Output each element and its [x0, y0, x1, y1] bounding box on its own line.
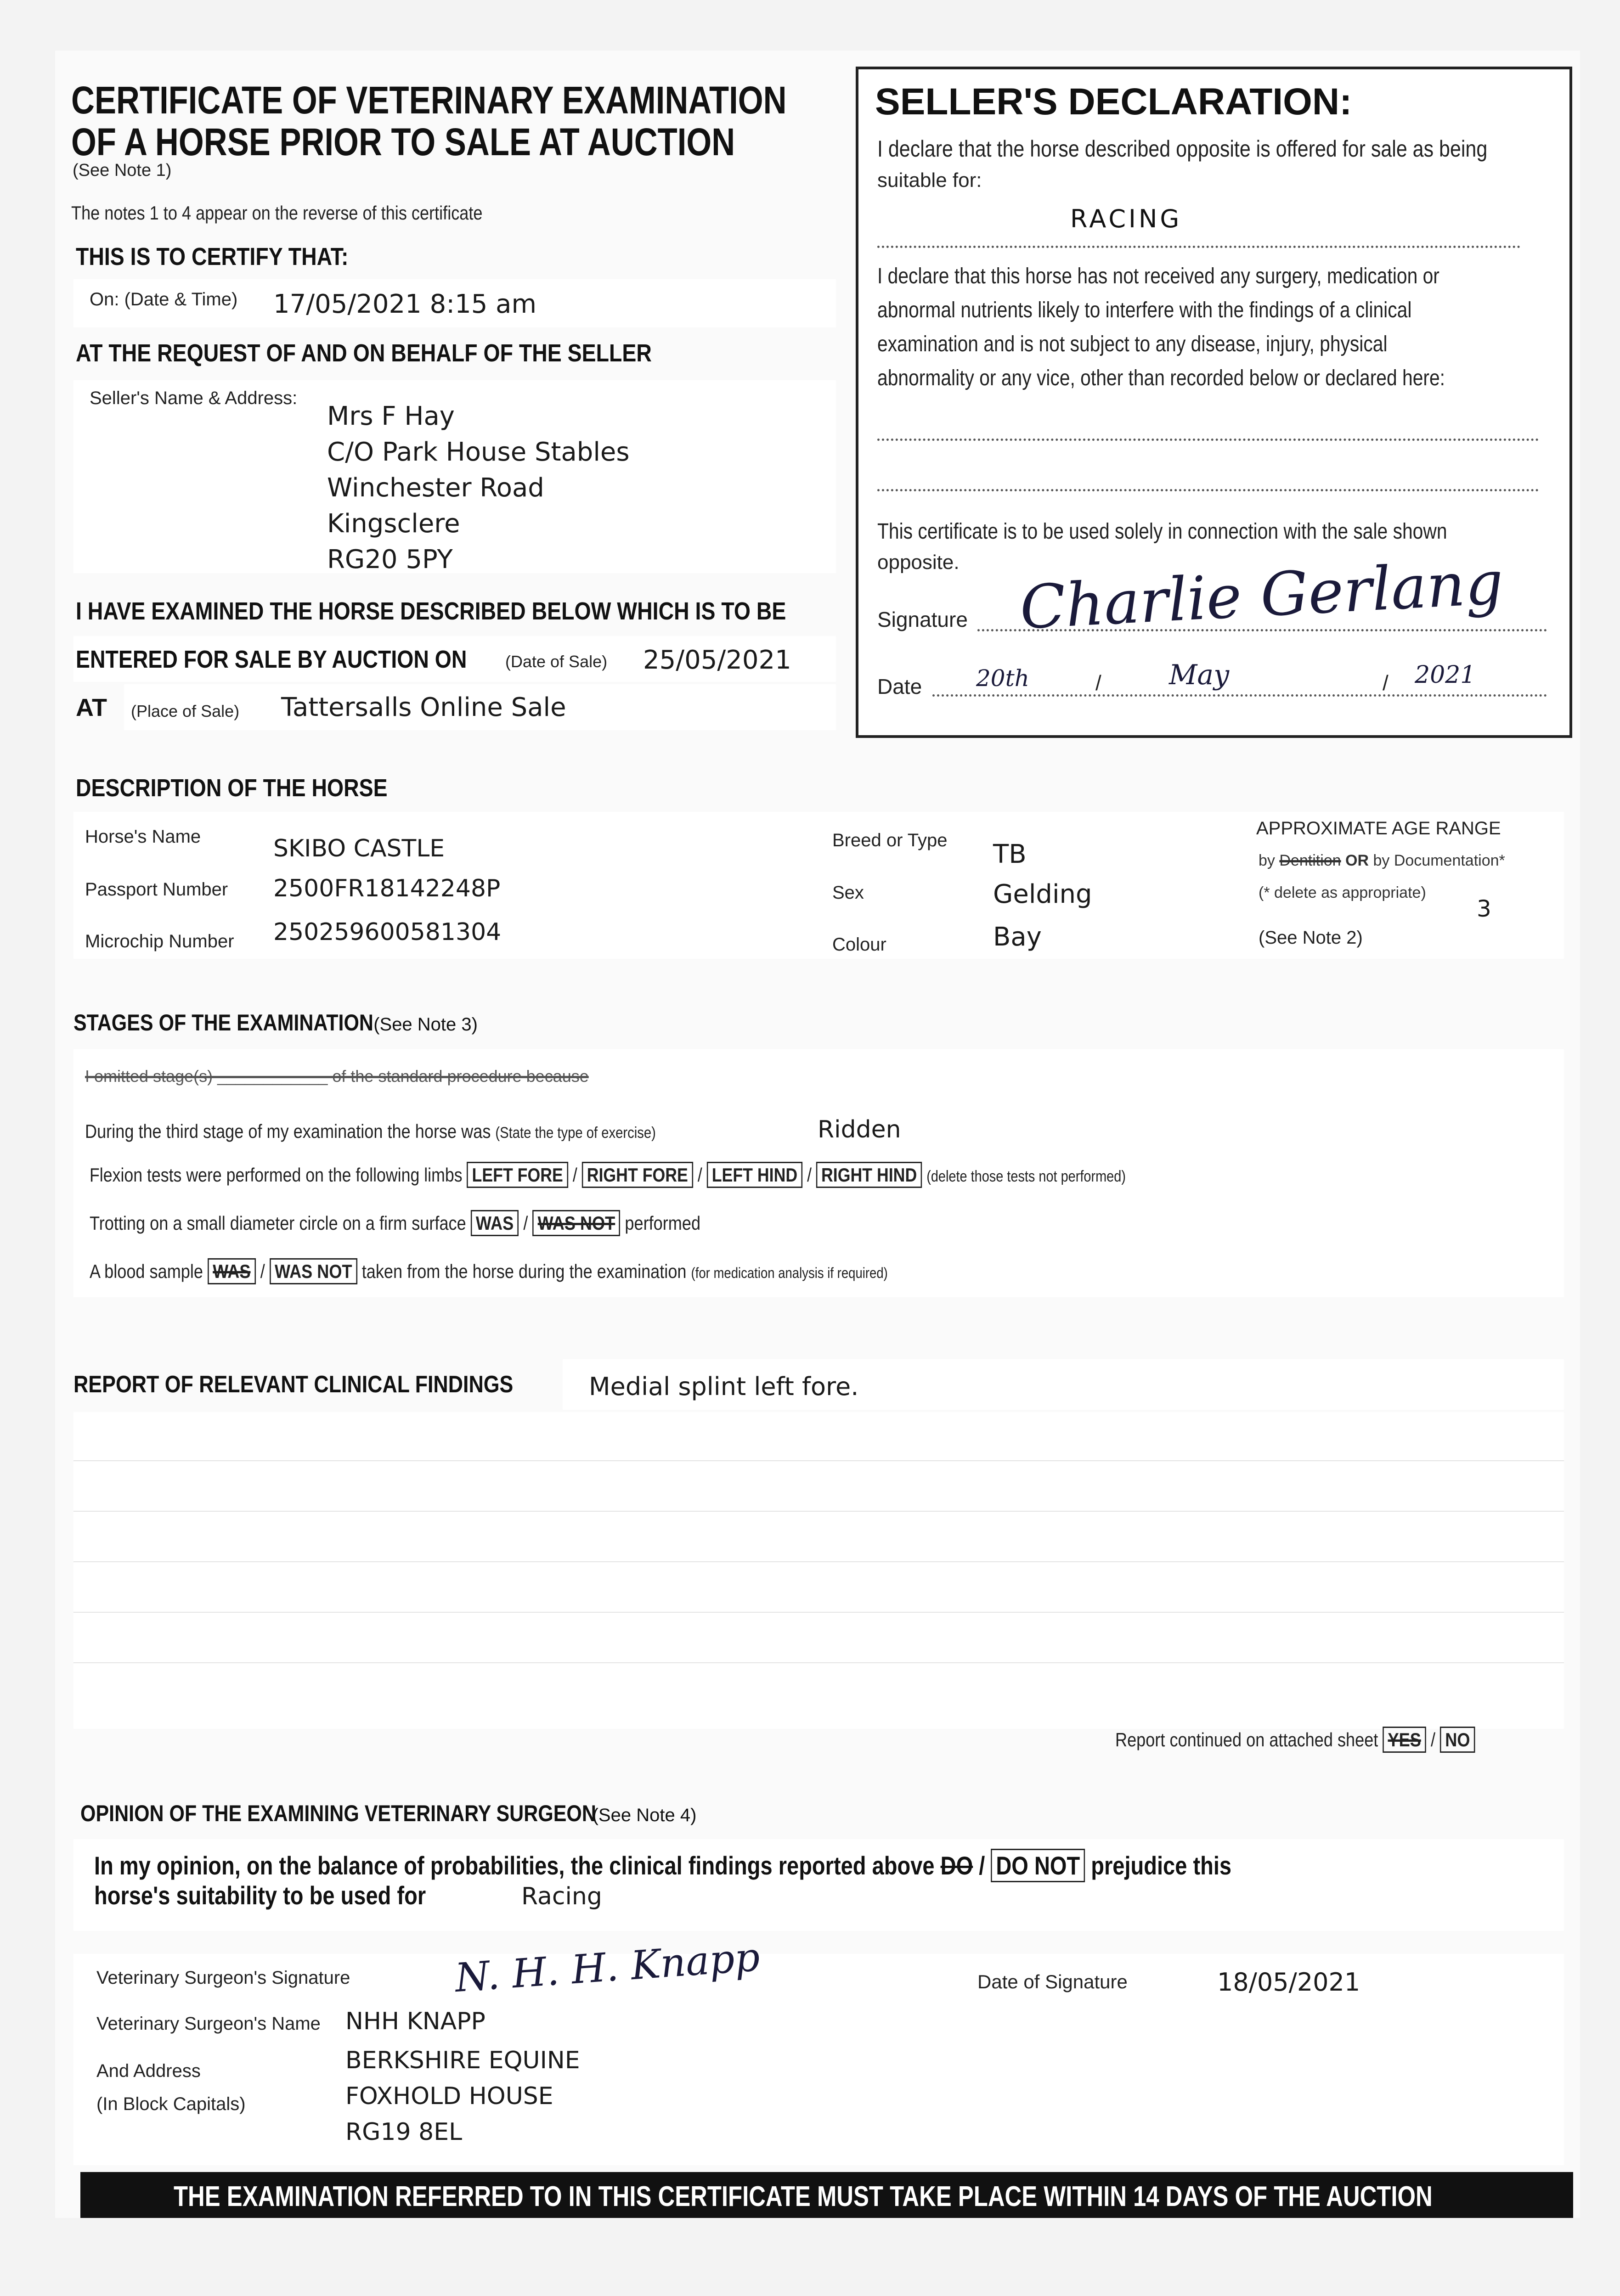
declaration-title: SELLER'S DECLARATION: [875, 81, 1352, 123]
report-rule [73, 1561, 1564, 1562]
report-rule [73, 1612, 1564, 1613]
blood-hint: (for medication analysis if required) [691, 1265, 888, 1281]
blood-was-not[interactable]: WAS NOT [270, 1258, 357, 1284]
footer-banner-text: THE EXAMINATION REFERRED TO IN THIS CERTIFICATE MUST TAKE PLACE WITHIN 14 DAYS OF THE AUCTION [174, 2181, 1433, 2212]
sex-value: Gelding [993, 879, 1092, 909]
sex-label: Sex [832, 883, 864, 903]
blood-separator: / [260, 1261, 265, 1282]
continued-label: Report continued on attached sheet [1115, 1729, 1378, 1750]
declared-here-line-2[interactable] [877, 471, 1539, 491]
continued-no[interactable]: NO [1440, 1727, 1475, 1753]
opinion-heading: OPINION OF THE EXAMINING VETERINARY SURGEON [80, 1801, 596, 1826]
blood-end: taken from the horse during the examination [361, 1261, 687, 1282]
third-stage-text: During the third stage of my examination the horse was [85, 1120, 491, 1142]
report-findings-area[interactable] [73, 1412, 1564, 1729]
declaration-line-2: suitable for: [877, 169, 982, 191]
age-by-documentation: by Documentation* [1373, 852, 1505, 869]
microchip-label: Microchip Number [85, 931, 234, 951]
seller-date-label: Date [877, 675, 922, 698]
title-line-1: CERTIFICATE OF VETERINARY EXAMINATION [71, 79, 787, 122]
opinion-use: Racing [521, 1883, 602, 1910]
blood-sample-row [90, 1261, 888, 1283]
report-rule [73, 1460, 1564, 1461]
clinical-finding: Medial splint left fore. [589, 1372, 859, 1401]
continued-separator: / [1431, 1729, 1436, 1750]
seller-line: Winchester Road [327, 473, 544, 503]
horse-name-label: Horse's Name [85, 827, 201, 847]
request-heading: AT THE REQUEST OF AND ON BEHALF OF THE SELLER [76, 339, 652, 367]
opinion-do-struck[interactable]: DO [940, 1851, 973, 1880]
seller-line: C/O Park House Stables [327, 437, 630, 467]
place-label: (Place of Sale) [131, 702, 240, 720]
flexion-separator: / [697, 1164, 702, 1186]
third-stage-hint: (State the type of exercise) [495, 1124, 656, 1142]
notes-line: The notes 1 to 4 appear on the reverse of this certificate [71, 202, 483, 224]
vet-address-label: And Address [96, 2061, 201, 2081]
certify-heading: THIS IS TO CERTIFY THAT: [76, 243, 349, 270]
declaration-para-line: examination and is not subject to any disease, injury, physical [877, 332, 1388, 356]
date-of-sale: 25/05/2021 [643, 645, 791, 675]
flex-left-fore[interactable]: LEFT FORE [467, 1162, 568, 1188]
opinion-separator: / [979, 1851, 985, 1880]
continued-yes-struck[interactable]: YES [1383, 1727, 1426, 1753]
age-range-heading: APPROXIMATE AGE RANGE [1256, 818, 1501, 838]
passport-number: 2500FR18142248P [273, 875, 501, 902]
omitted-stages-struck: I omitted stage(s) ____________ of the standard procedure because [85, 1067, 589, 1086]
on-label: On: (Date & Time) [90, 289, 238, 310]
report-rule [73, 1511, 1564, 1512]
seller-line: Mrs F Hay [327, 401, 455, 431]
age-delete-note: (* delete as appropriate) [1259, 884, 1426, 901]
description-heading: DESCRIPTION OF THE HORSE [76, 774, 388, 802]
vet-address [345, 2043, 580, 2150]
blood-label: A blood sample [90, 1261, 203, 1282]
flexion-separator: / [572, 1164, 577, 1186]
vet-address-line: FOXHOLD HOUSE [345, 2082, 553, 2110]
declaration-para-line: abnormality or any vice, other than recorded below or declared here: [877, 366, 1445, 390]
vet-signature: N. H. H. Knapp [453, 1934, 762, 2002]
report-rule [73, 1662, 1564, 1663]
seller-signature: Charlie Gerlang [1018, 547, 1505, 643]
flex-right-fore[interactable]: RIGHT FORE [582, 1162, 693, 1188]
stages-heading-row [73, 1009, 478, 1036]
opinion-text-a: In my opinion, on the balance of probabilities, the clinical findings reported above [94, 1851, 935, 1880]
flexion-separator: / [807, 1164, 812, 1186]
seller-declaration-box [856, 67, 1572, 738]
seller-line: Kingsclere [327, 509, 460, 539]
date-separator: / [1095, 671, 1101, 695]
opinion-text-b: prejudice this [1091, 1851, 1232, 1880]
vet-name: NHH KNAPP [345, 2008, 485, 2035]
solely-line-2: opposite. [877, 551, 960, 574]
solely-line-1: This certificate is to be used solely in connection with the sale shown [877, 519, 1447, 544]
suitable-for-field[interactable] [877, 218, 1520, 248]
seller-date-day: 20th [976, 665, 1029, 692]
opinion-do-not[interactable]: DO NOT [991, 1849, 1085, 1882]
colour-label: Colour [832, 934, 886, 955]
breed-value: TB [993, 839, 1027, 869]
age-or: OR [1345, 852, 1369, 869]
third-stage-label [85, 1120, 656, 1142]
trot-was-not-struck[interactable]: WAS NOT [532, 1210, 620, 1236]
trot-label: Trotting on a small diameter circle on a firm surface [90, 1212, 466, 1234]
vet-address-line: BERKSHIRE EQUINE [345, 2047, 580, 2074]
breed-label: Breed or Type [832, 830, 948, 850]
stages-heading: STAGES OF THE EXAMINATION [73, 1010, 373, 1035]
age-value: 3 [1477, 895, 1491, 922]
age-see-note-2: (See Note 2) [1259, 928, 1363, 948]
flex-left-hind[interactable]: LEFT HIND [707, 1162, 803, 1188]
passport-label: Passport Number [85, 879, 228, 900]
microchip-number: 250259600581304 [273, 918, 502, 946]
date-separator: / [1383, 671, 1389, 695]
trot-separator: / [523, 1212, 528, 1234]
see-note-1: (See Note 1) [73, 161, 172, 180]
place-of-sale: Tattersalls Online Sale [281, 692, 566, 722]
opinion-line-2: horse's suitability to be used for [94, 1881, 426, 1910]
declared-here-line-1[interactable] [877, 420, 1539, 441]
seller-date-year: 2021 [1415, 661, 1476, 689]
age-by: by [1259, 852, 1275, 869]
declaration-para-line: I declare that this horse has not received any surgery, medication or [877, 264, 1439, 288]
declaration-line-1: I declare that the horse described opposite is offered for sale as being [877, 136, 1488, 162]
trotting-row [90, 1212, 700, 1234]
date-of-sale-label: (Date of Sale) [505, 652, 608, 671]
report-continued-row [1115, 1729, 1475, 1751]
seller-address [327, 399, 630, 578]
at-label: AT [76, 694, 107, 721]
opinion-heading-row [80, 1800, 696, 1827]
flexion-row [90, 1164, 1126, 1186]
flex-right-hind[interactable]: RIGHT HIND [816, 1162, 922, 1188]
vet-address-caps-label: (In Block Capitals) [96, 2094, 246, 2114]
seller-label: Seller's Name & Address: [90, 388, 298, 408]
examined-heading: I HAVE EXAMINED THE HORSE DESCRIBED BELOW WHICH IS TO BE [76, 597, 786, 625]
flexion-hint: (delete those tests not performed) [926, 1168, 1126, 1185]
vet-signature-label: Veterinary Surgeon's Signature [96, 1968, 350, 1988]
stages-note: (See Note 3) [373, 1014, 478, 1035]
seller-signature-label: Signature [877, 608, 968, 631]
opinion-line-1 [94, 1851, 1231, 1880]
declaration-paragraph [877, 259, 1445, 395]
blood-was-struck[interactable]: WAS [208, 1258, 256, 1284]
vet-address-line: RG19 8EL [345, 2118, 463, 2146]
trot-end: performed [625, 1212, 701, 1234]
opinion-note: (See Note 4) [592, 1805, 697, 1825]
vet-name-label: Veterinary Surgeon's Name [96, 2014, 321, 2034]
colour-value: Bay [993, 922, 1042, 952]
seller-line: RG20 5PY [327, 545, 453, 574]
flexion-label: Flexion tests were performed on the following limbs [90, 1164, 463, 1186]
age-method [1259, 852, 1505, 870]
trot-was[interactable]: WAS [471, 1210, 519, 1236]
title-line-2: OF A HORSE PRIOR TO SALE AT AUCTION [71, 120, 735, 163]
seller-date-month: May [1169, 659, 1230, 691]
horse-name: SKIBO CASTLE [273, 835, 445, 862]
vet-date: 18/05/2021 [1217, 1968, 1360, 1997]
suitable-for-value: RACING [1070, 204, 1182, 233]
certificate-title [71, 78, 787, 164]
report-heading: REPORT OF RELEVANT CLINICAL FINDINGS [73, 1371, 514, 1398]
entered-heading: ENTERED FOR SALE BY AUCTION ON [76, 646, 467, 673]
third-stage-exercise: Ridden [818, 1116, 901, 1143]
age-dentition-struck: Dentition [1279, 852, 1341, 869]
vet-date-label: Date of Signature [977, 1971, 1128, 1992]
declaration-para-line: abnormal nutrients likely to interfere with the findings of a clinical [877, 298, 1412, 322]
exam-datetime: 17/05/2021 8:15 am [273, 289, 536, 319]
